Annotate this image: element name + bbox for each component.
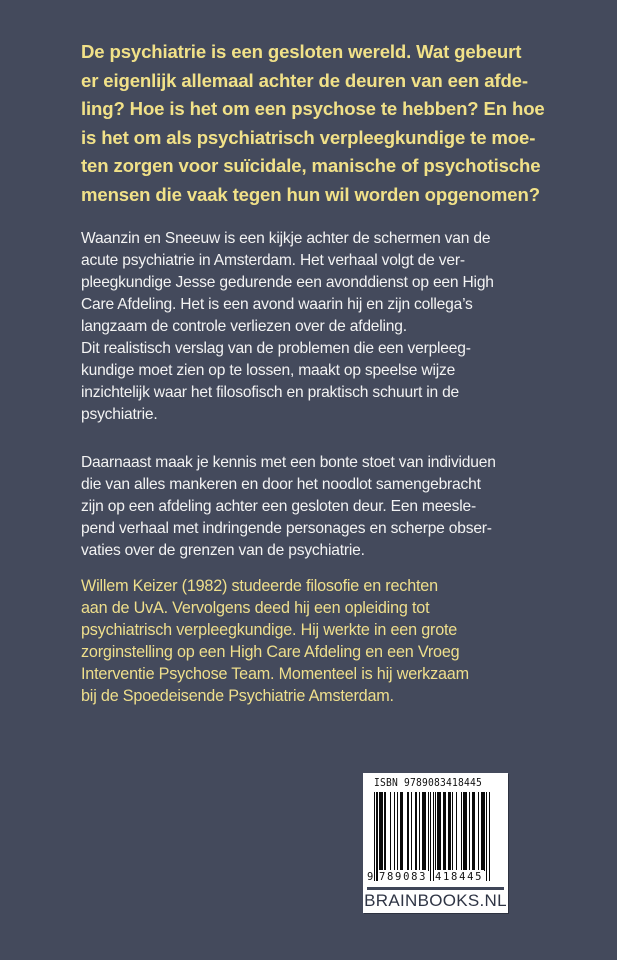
description-line: pleegkundige Jesse gedurende een avonddienst op een High — [81, 274, 494, 291]
publisher-name: BRAINBOOKS.NL — [364, 891, 507, 910]
description-line: vaties over de grenzen van de psychiatrie. — [81, 542, 365, 559]
isbn-barcode — [363, 773, 508, 913]
description-line: langzaam de controle verliezen over de afdeling. — [81, 318, 407, 335]
bio-line: Interventie Psychose Team. Momenteel is hij werkzaam — [81, 665, 469, 683]
bio-line: Willem Keizer (1982) studeerde filosofie en rechten — [81, 577, 438, 595]
barcode-digit-first: 9 — [367, 871, 374, 883]
bio-line: aan de UvA. Vervolgens deed hij een opleiding tot — [81, 599, 430, 617]
barcode-digits-right: 418445 — [435, 871, 484, 883]
description-line: Care Afdeling. Het is een avond waarin hij en zijn collega’s — [81, 296, 473, 313]
teaser-line: ling? Hoe is het om een psychose te hebben? En hoe — [81, 98, 545, 120]
teaser-line: er eigenlijk allemaal achter de deuren van een afde- — [81, 69, 528, 91]
teaser-line: is het om als psychiatrisch verpleegkundige te moe- — [81, 126, 536, 148]
description-paragraph-2 — [81, 452, 541, 562]
teaser-line: mensen die vaak tegen hun wil worden opgenomen? — [81, 183, 540, 205]
description-line: psychiatrie. — [81, 406, 158, 423]
author-bio — [81, 575, 541, 707]
description-line: inzichtelijk waar het filosofisch en praktisch schuurt in de — [81, 384, 460, 401]
barcode-bars — [374, 792, 490, 881]
description-line: Daarnaast maak je kennis met een bonte stoet van individuen — [81, 454, 496, 471]
bio-line: zorginstelling op een High Care Afdeling en een Vroeg — [81, 643, 460, 661]
isbn-label: ISBN 9789083418445 — [374, 777, 482, 789]
bio-line: psychiatrisch verpleegkundige. Hij werkte in een grote — [81, 621, 458, 639]
description-line: pend verhaal met indringende personages en scherpe obser- — [81, 520, 492, 537]
description-line: Waanzin en Sneeuw is een kijkje achter de schermen van de — [81, 230, 491, 247]
teaser-paragraph — [81, 38, 545, 210]
barcode-bar — [489, 792, 490, 881]
description-line: acute psychiatrie in Amsterdam. Het verhaal volgt de ver- — [81, 252, 465, 269]
teaser-line: De psychiatrie is een gesloten wereld. Wat gebeurt — [81, 41, 522, 62]
description-paragraph-1 — [81, 228, 541, 426]
barcode-digits-left: 789083 — [379, 871, 428, 883]
bio-line: bij de Spoedeisende Psychiatrie Amsterdam. — [81, 687, 394, 705]
description-line: Dit realistisch verslag van de problemen die een verpleeg- — [81, 340, 471, 357]
description-line: kundige moet zien op te lossen, maakt op speelse wijze — [81, 362, 456, 379]
description-line: zijn op een afdeling achter een gesloten deur. Een meesle- — [81, 498, 476, 515]
teaser-line: ten zorgen voor suïcidale, manische of psychotische — [81, 155, 541, 177]
description-line: die van alles mankeren en door het noodlot samengebracht — [81, 476, 481, 493]
barcode-digits — [366, 870, 494, 884]
publisher-divider — [367, 887, 504, 890]
